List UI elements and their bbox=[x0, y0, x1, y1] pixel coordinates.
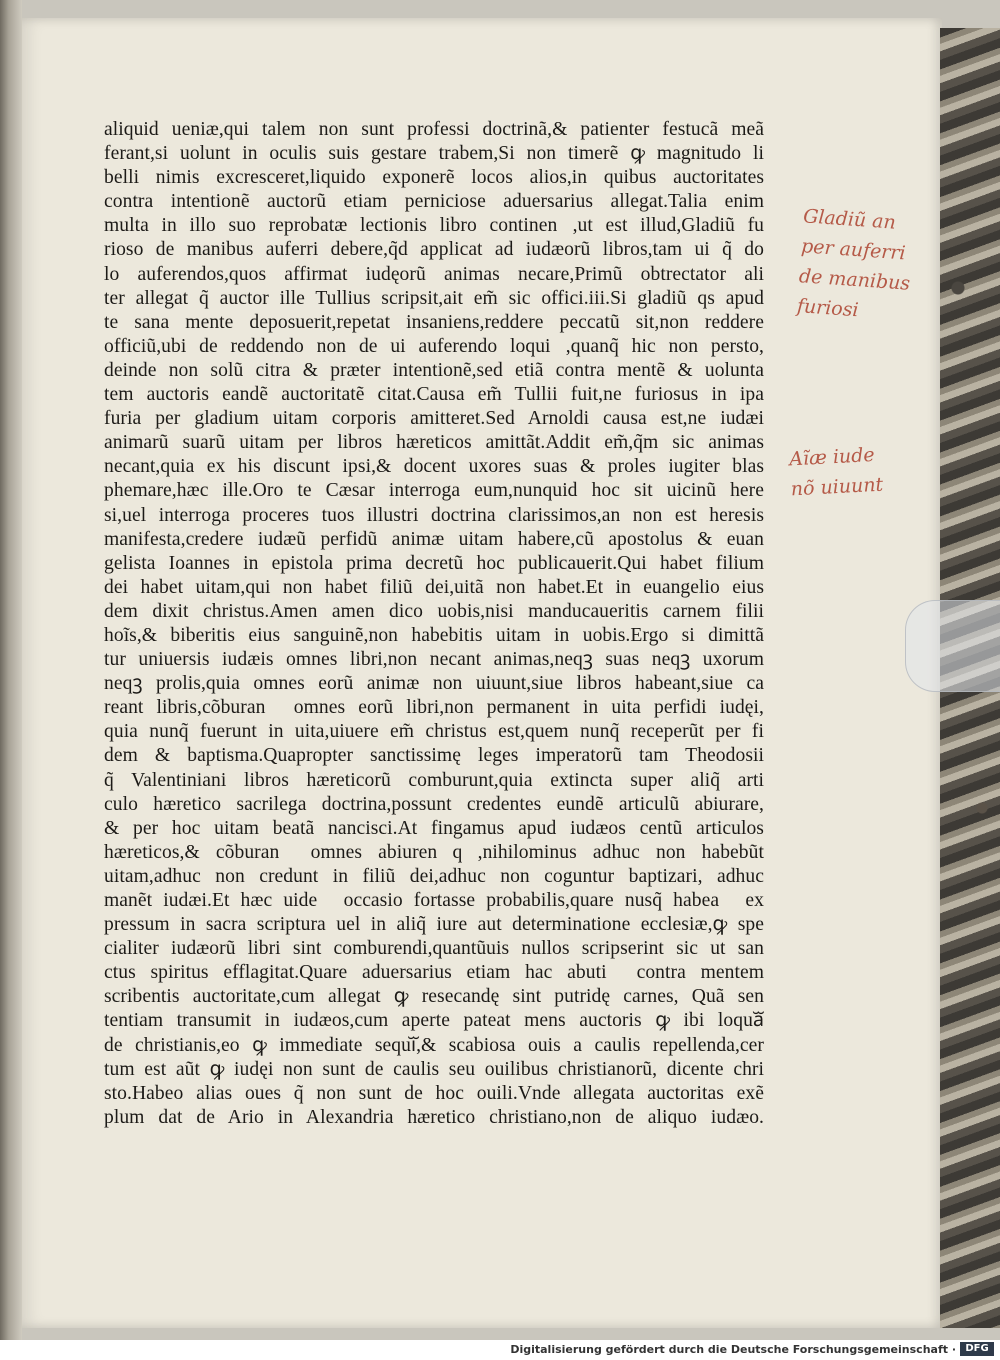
text-line: belli nimis excresceret,liquido exponerẽ locos alios,in quibus auctoritates bbox=[104, 167, 764, 189]
text-line: contra intentionẽ auctorũ etiam perniciose aduersarius allegat.Talia enim bbox=[104, 191, 764, 213]
text-line: cialiter iudæorũ libri sint comburendi,quantũuis nullos scripserint sic ut san bbox=[104, 938, 764, 960]
text-line: tur uniuersis iudæis omnes libri,non necant animas,neqꝫ suas neqꝫ uxorum bbox=[104, 649, 764, 671]
marginal-note-line: per auferri bbox=[800, 235, 907, 265]
text-line: si,uel interroga proceres tuos illustri doctrina clarissimos,an non est heresis bbox=[104, 504, 764, 526]
text-line: culo hæretico sacrilega doctrina,possunt credentes eundẽ articulũ abiurare, bbox=[104, 793, 764, 815]
text-line: tum est aũt ꝙ iudęi non sunt de caulis seu ouilibus christianorũ, dicente chri bbox=[104, 1058, 764, 1080]
text-line: ter allegat q̃ auctor ille Tullius scripsit,ait em̃ sic offici.iii.Si gladiũ qs apud bbox=[104, 287, 764, 309]
body-text bbox=[104, 118, 764, 1130]
marginal-note-2 bbox=[788, 440, 883, 505]
text-line: dem dixit christus.Amen amen dico uobis,nisi manducaueritis carnem filii bbox=[104, 600, 764, 622]
text-line: sto.Habeo alias oues q̃ non sunt de hoc ouili.Vnde allegata auctoritas exẽ bbox=[104, 1082, 764, 1104]
text-line: quia nunq̃ fuerunt in uita,uiuere em̃ christus est,quem nunq̃ receperũt per fi bbox=[104, 721, 764, 743]
text-line: scribentis auctoritate,cum allegat ꝙ resecandę sint putridę carnes, Quã sen bbox=[104, 986, 764, 1008]
page-clip bbox=[905, 600, 1000, 692]
text-line: animarũ suarũ uitam per libros hæreticos amittãt.Addit em̃,q̃m sic animas bbox=[104, 432, 764, 454]
text-line: lo auferendos,quos affirmat iudęorũ animas necare,Primũ obtrectator ali bbox=[104, 263, 764, 285]
text-line: dei habet uitam,qui non habet filiũ dei,uitã non habet.Et in euangelio eius bbox=[104, 576, 764, 598]
marginal-note-line: furiosi bbox=[796, 295, 860, 322]
text-line: hoĩs,& biberitis eius sanguinẽ,non habebitis uitam in uobis.Ergo si dimittã bbox=[104, 624, 764, 646]
text-line: manẽt iudæi.Et hæc uideᷓ occasio fortasse probabilis,quare nusq̃ habeaᷓ ex bbox=[104, 890, 764, 911]
text-line: deinde non solũ citra & præter intentionẽ,sed etiã contra mentẽ & uolunta bbox=[104, 359, 764, 381]
marginal-note-1 bbox=[796, 201, 915, 328]
text-line: tem auctoris eandẽ auctoritatẽ citat.Causa em̃ Tullii fuit,ne furiosus in ipa bbox=[104, 384, 764, 406]
marginal-note-line: Aĩæ iude bbox=[788, 443, 876, 471]
dfg-logo: DFG bbox=[960, 1342, 994, 1356]
text-line: pressum in sacra scriptura uel in aliq̃ iure aut determinatione ecclesiæ,ꝙ spe bbox=[104, 914, 764, 936]
text-line: & per hoc uitam beatã nancisci.At fingamus apud iudæos centũ articulos bbox=[104, 817, 764, 839]
text-line: tentiam transumit in iudæos,cum aperte pateat mens auctoris ꝙ ibi loquaᷓ bbox=[104, 1010, 764, 1032]
text-line: hæreticos,& cõburanᷓ omnes abiurenᷓqꝫ,nihilominus adhuc non habebũt bbox=[104, 841, 764, 863]
text-line: gelista Ioannes in epistola prima decretũ hoc publicauerit.Qui habet filium bbox=[104, 552, 764, 574]
gutter-shadow bbox=[0, 0, 22, 1340]
text-line: necant,quia ex his discunt ipsi,& docent uxores suas & proles iugiter blas bbox=[104, 456, 764, 478]
text-line: officiũ,ubi de reddendo non de ui auferendo loquiᷓ,quanq̃ hic non persto, bbox=[104, 335, 764, 357]
text-line: neqꝫ prolis,quia omnes eorũ animæ non uiuunt,siue libros habeant,siue ca bbox=[104, 673, 764, 695]
text-line: manifesta,credere iudæũ perfidũ animæ uitam habere,cũ apostolus & euan bbox=[104, 528, 764, 550]
marginal-note-line: Gladiũ an bbox=[802, 205, 897, 234]
text-line: multa in illo suo reprobatæ lectionis libro continenᷓ,ut est illud,Gladiũ fu bbox=[104, 215, 764, 237]
text-line: q̃ Valentiniani libros hæreticorũ comburunt,quia extincta super aliq̃ arti bbox=[104, 769, 764, 791]
text-line: furia per gladium uitam corporis amitteret.Sed Arnoldi causa est,ne iudæi bbox=[104, 408, 764, 430]
text-line: uitam,adhuc non credunt in filiũ dei,adhuc non coguntur baptizari, adhuc bbox=[104, 865, 764, 887]
text-line: aliquid ueniæ,qui talem non sunt professi doctrinã,& patienter festucã meã bbox=[104, 119, 764, 140]
funding-credit: Digitalisierung gefördert durch die Deutsche Forschungsgemeinschaft · bbox=[510, 1343, 956, 1356]
text-line: phemare,hæc ille.Oro te Cæsar interroga eum,nunquid hoc sit uicinũ here bbox=[104, 480, 764, 502]
text-line: ctus spiritus efflagitat.Quare aduersarius etiam hac abutiᷓ contra mentem bbox=[104, 962, 764, 984]
text-line: dem & baptisma.Quapropter sanctissimę leges imperatorũ tam Theodosii bbox=[104, 745, 764, 767]
text-line: de christianis,eo ꝙ immediate sequiᷓ,& scabiosa ouis a caulis repellenda,cer bbox=[104, 1034, 764, 1056]
marginal-note-line: nõ uiuunt bbox=[790, 473, 884, 501]
marginal-note-line: de manibus bbox=[798, 265, 911, 295]
text-line: reant libris,cõburanᷓ omnes eorũ libri,non permanent in uita perfidi iudęi, bbox=[104, 697, 764, 719]
text-line: ferant,si uolunt in oculis suis gestare trabem,Si non timerẽ ꝙ magnitudo li bbox=[104, 143, 764, 165]
text-line: te sana mente deposuerit,repetat insaniens,reddere peccatũ sit,non reddere bbox=[104, 311, 764, 333]
text-line: rioso de manibus auferri debere,q̃d applicat ad iudæorũ libros,tam ui q̃ do bbox=[104, 239, 764, 261]
text-line: plum dat de Ario in Alexandria hæretico christiano,non de aliquo iudæo. bbox=[104, 1106, 764, 1128]
